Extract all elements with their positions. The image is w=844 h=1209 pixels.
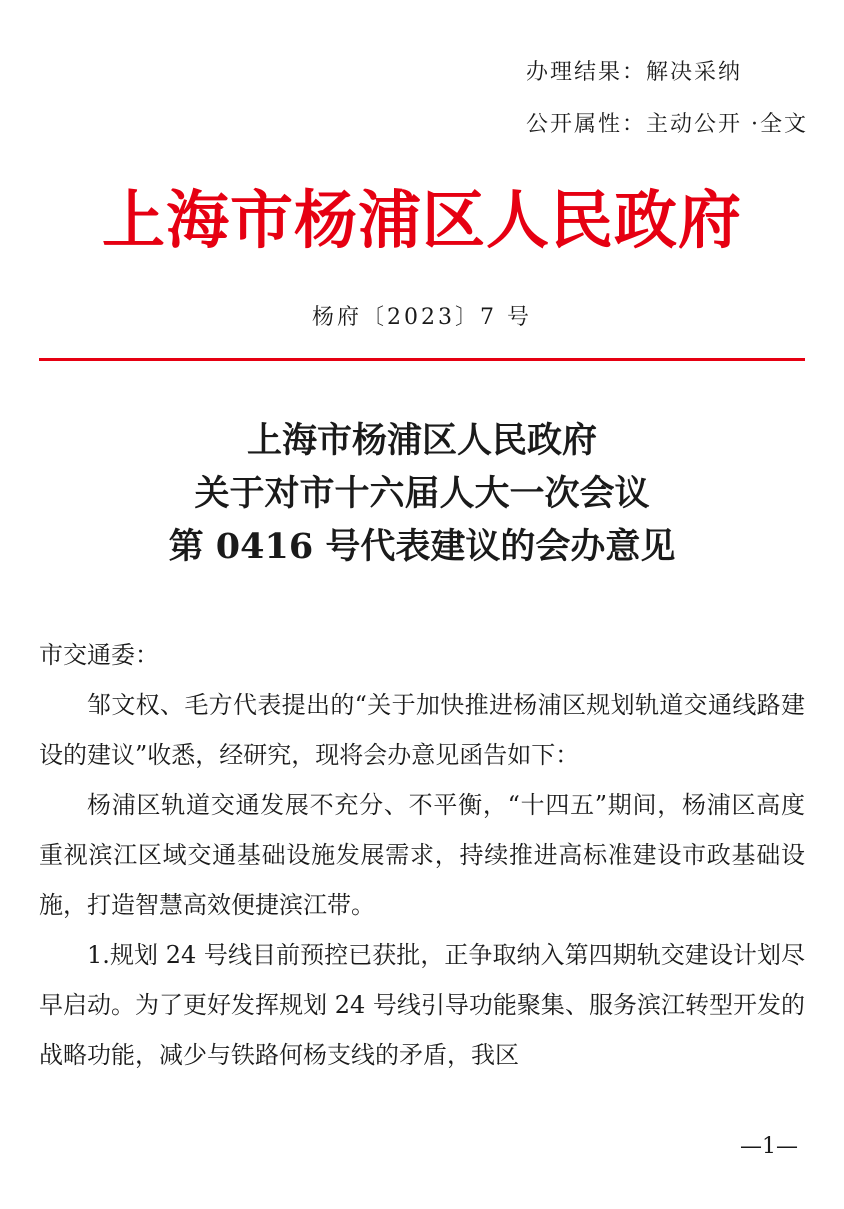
title-line-3: 第 0416 号代表建议的会办意见 [168,526,676,567]
document-body [39,630,805,1080]
title-line-1: 上海市杨浦区人民政府 [246,420,597,461]
meta-handling-result: 办理结果：解决采纳 [526,60,743,85]
body-paragraph: 杨浦区轨道交通发展不充分、不平衡，“十四五”期间，杨浦区高度重视滨江区域交通基础设施发展需求，持续推进高标准建设市政基础设施，打造智慧高效便捷滨江带。 [39,791,805,919]
page-number: —1— [740,1134,798,1159]
document-number: 杨府〔2023〕7 号 [312,305,532,330]
red-divider [39,358,805,361]
salutation: 市交通委： [39,641,159,669]
title-line-2: 关于对市十六届人大一次会议 [194,473,650,514]
body-paragraph: 邹文权、毛方代表提出的“关于加快推进杨浦区规划轨道交通线路建设的建议”收悉，经研究，现将会办意见函告如下： [39,691,805,769]
body-paragraph: 1.规划 24 号线目前预控已获批，正争取纳入第四期轨交建设计划尽早启动。为了更好发挥规划 24 号线引导功能聚集、服务滨江转型开发的战略功能，减少与铁路何杨支线的矛盾，我区 [39,941,805,1069]
issuer-heading: 上海市杨浦区人民政府 [102,183,742,257]
meta-disclosure: 公开属性：主动公开 ·全文 [526,112,808,137]
document-title [0,414,844,573]
